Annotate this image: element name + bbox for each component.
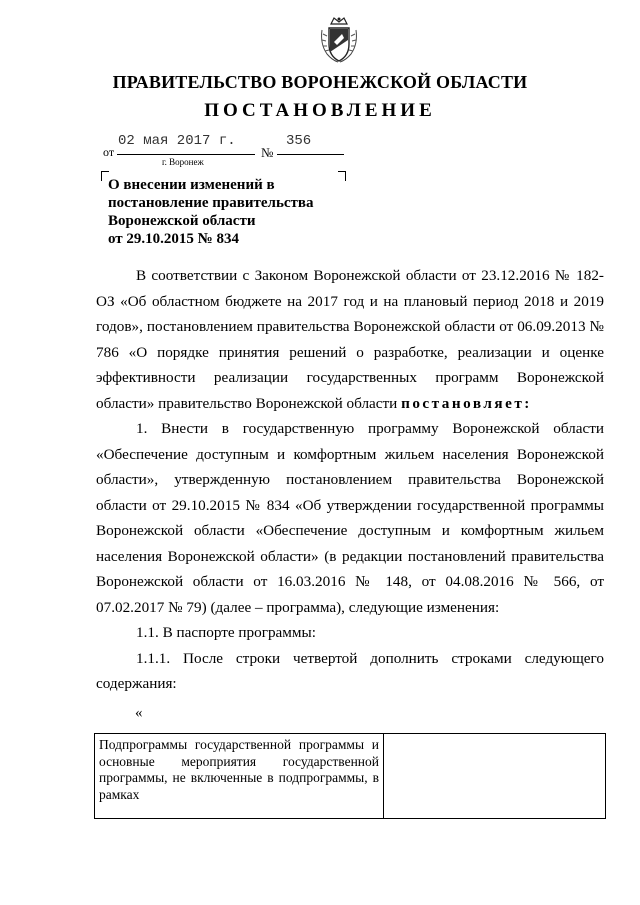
document-date: 02 мая 2017 г. [118, 133, 236, 149]
preamble-paragraph [96, 263, 604, 416]
subject-line: Воронежской области [108, 213, 256, 229]
subject-line: от 29.10.2015 № 834 [108, 231, 239, 247]
table-cell-right [384, 734, 606, 819]
table-cell-left: Подпрограммы государственной программы и основные мероприятия государственной программы, не включенные в подпрограммы, в рамках [95, 734, 384, 819]
item-1-1-1-paragraph: 1.1.1. После строки четвертой дополнить строками следующего содержания: [96, 649, 604, 692]
item-1-1-paragraph: 1.1. В паспорте программы: [136, 624, 316, 641]
coat-of-arms-icon [318, 14, 360, 66]
organization-title: ПРАВИТЕЛЬСТВО ВОРОНЕЖСКОЙ ОБЛАСТИ [112, 72, 528, 92]
document-type-title: ПОСТАНОВЛЕНИЕ [204, 100, 436, 121]
document-body [96, 263, 604, 697]
date-underline [117, 154, 255, 155]
date-label: от [103, 145, 115, 159]
document-number: 356 [286, 133, 312, 149]
number-underline [277, 154, 344, 155]
document-subject [108, 176, 348, 248]
resolution-word: постановляет: [401, 394, 532, 412]
opening-quote: « [135, 705, 143, 721]
preamble-text: В соответствии с Законом Воронежской области от 23.12.2016 № 182-ОЗ «Об областном бюджете на 2017 год и на плановый период 2018 и 2019 годов», постановлением правительства Воронежской области от 06.09.2013 № 786 «О порядке принятия решений о разработке, реализации и оценке эффективности реализации государственных программ Воронежской области» правительство Воронежской области [96, 267, 604, 412]
number-label: № [261, 145, 274, 160]
table-row [95, 734, 606, 819]
subject-line: О внесении изменений в [108, 177, 275, 193]
city-label: г. Воронеж [162, 157, 204, 167]
subject-line: постановление правительства [108, 195, 314, 211]
passport-table [94, 733, 606, 819]
item-1-paragraph: 1. Внести в государственную программу Воронежской области «Обеспечение доступным и комфортным жильем населения Воронежской области», утвержденную постановлением правительства Воронежской области от 29.10.2015 № 834 «Об утверждении государственной программы Воронежской области «Обеспечение доступным и комфортным жильем населения Воронежской области» (в редакции постановлений правительства Воронежской области от 16.03.2016 № 148, от 04.08.2016 № 566, от 07.02.2017 № 79) (далее – программа), следующие изменения: [96, 420, 604, 616]
